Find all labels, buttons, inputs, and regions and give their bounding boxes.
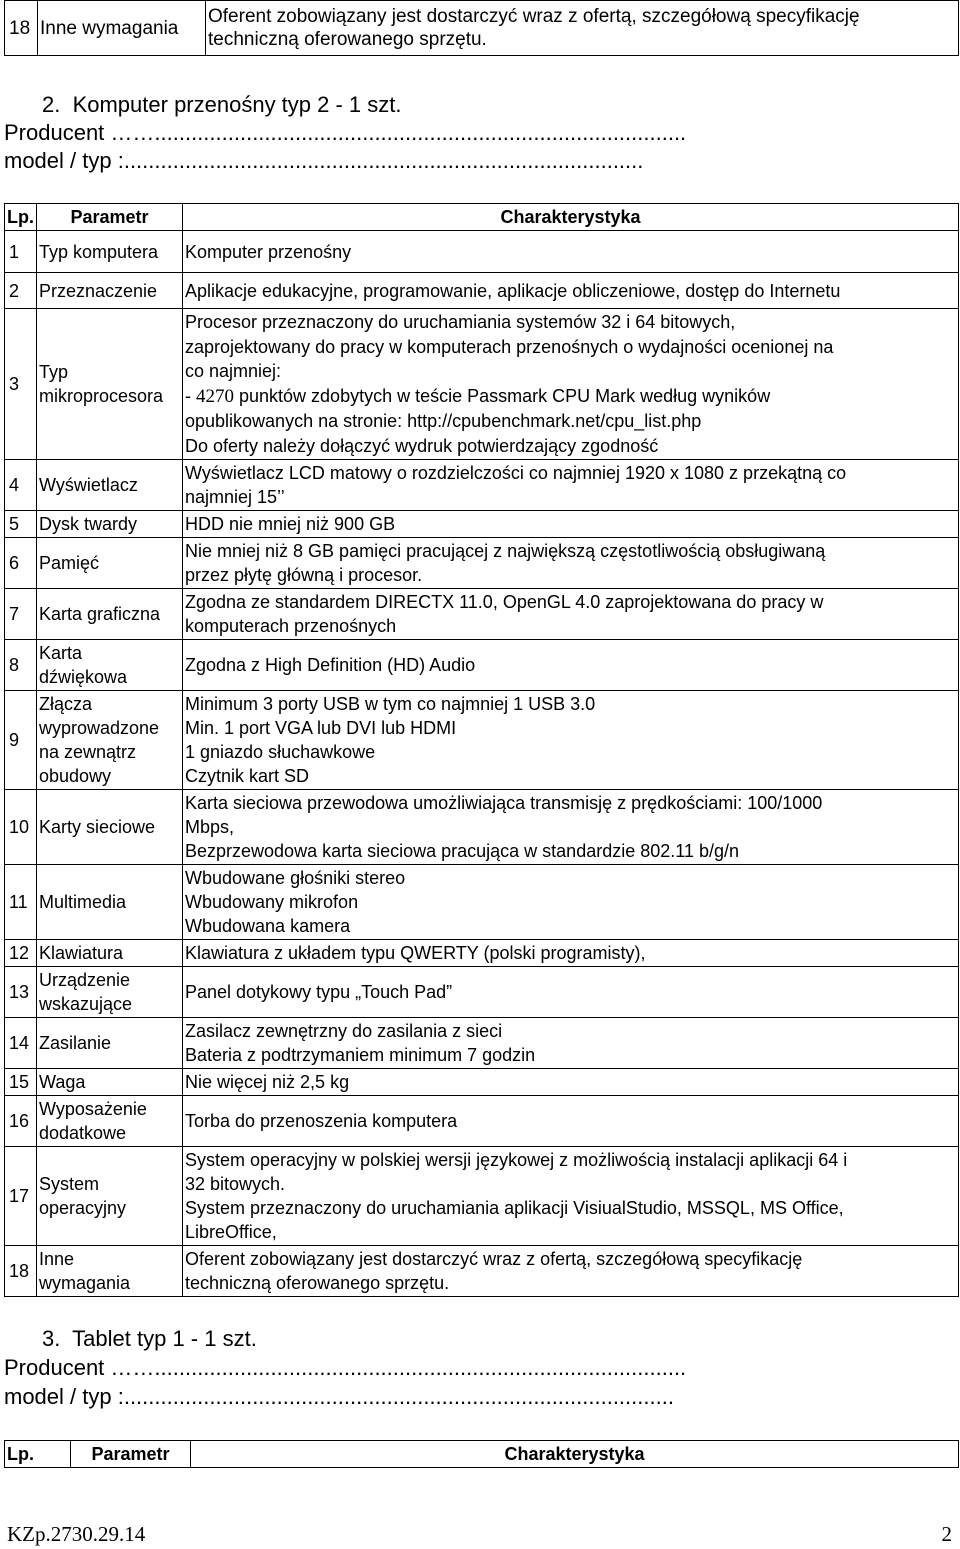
table-row xyxy=(5,1246,959,1297)
row-number: 15 xyxy=(5,1069,37,1096)
table-row xyxy=(5,1096,959,1147)
parameter-cell xyxy=(37,1018,183,1069)
characteristic-cell xyxy=(183,538,959,589)
characteristic-cell xyxy=(183,511,959,538)
specification-table-body xyxy=(5,231,959,1297)
row-number: 2 xyxy=(5,273,37,309)
parameter-line: wymagania xyxy=(39,1273,131,1293)
characteristic-line: Czytnik kart SD xyxy=(185,766,310,786)
characteristic-line: opublikowanych na stronie: http://cpubenchmark.net/cpu_list.php xyxy=(185,411,702,431)
section-3-title: 3. Tablet typ 1 - 1 szt. xyxy=(42,1326,257,1351)
characteristic-cell xyxy=(183,273,959,309)
row-number: 16 xyxy=(5,1096,37,1147)
characteristic-line: System operacyjny w polskiej wersji językowej z możliwością instalacji aplikacji 64 i xyxy=(185,1150,848,1170)
table-row xyxy=(5,865,959,940)
header-parametr: Parametr xyxy=(37,204,183,231)
row-number: 17 xyxy=(5,1147,37,1246)
specification-table-laptop xyxy=(4,203,959,1297)
characteristic-line: System przeznaczony do uruchamiania aplikacji VisiualStudio, MSSQL, MS Office, xyxy=(185,1198,844,1218)
characteristic-line: Mbps, xyxy=(185,817,235,837)
parameter-cell xyxy=(37,273,183,309)
characteristic-cell xyxy=(183,1246,959,1297)
characteristic-cell xyxy=(183,309,959,460)
parameter-cell xyxy=(37,790,183,865)
row-number: 3 xyxy=(5,309,37,460)
characteristic-line: HDD nie mniej niż 900 GB xyxy=(185,514,396,534)
parameter-cell xyxy=(37,1147,183,1246)
parameter-line: Zasilanie xyxy=(39,1033,112,1053)
characteristic-line: Minimum 3 porty USB w tym co najmniej 1 USB 3.0 xyxy=(185,694,596,714)
characteristic-cell xyxy=(183,231,959,273)
parameter-line: Urządzenie xyxy=(39,970,131,990)
table-row xyxy=(5,691,959,790)
parameter-line: obudowy xyxy=(39,766,112,786)
table-row xyxy=(5,640,959,691)
page-number: 2 xyxy=(941,1522,952,1546)
row-number: 5 xyxy=(5,511,37,538)
parameter-cell xyxy=(37,309,183,460)
section-2-title: 2. Komputer przenośny typ 2 - 1 szt. xyxy=(42,92,402,117)
characteristic-line: Klawiatura z układem typu QWERTY (polski programisty), xyxy=(185,943,646,963)
section-2-producer: Producent ……....................................................................................... xyxy=(4,120,687,145)
table-row xyxy=(5,790,959,865)
header-lp: Lp. xyxy=(5,1441,71,1468)
table-row xyxy=(5,273,959,309)
characteristic-line: Procesor przeznaczony do uruchamiania systemów 32 i 64 bitowych, xyxy=(185,312,736,332)
table-row xyxy=(5,1018,959,1069)
row-number: 11 xyxy=(5,865,37,940)
header-lp: Lp. xyxy=(5,204,37,231)
characteristic-line: - xyxy=(185,385,196,406)
parameter-cell xyxy=(37,1246,183,1297)
section-2-model: model / typ :..................................................................................... xyxy=(4,148,644,173)
characteristic-line: Wyświetlacz LCD matowy o rozdzielczości co najmniej 1920 x 1080 z przekątną co xyxy=(185,463,847,483)
table-row xyxy=(5,538,959,589)
parameter-line: Wyposażenie xyxy=(39,1099,147,1119)
row-number: 18 xyxy=(5,1246,37,1297)
parameter-line: Karta graficzna xyxy=(39,604,161,624)
parameter-line: Pamięć xyxy=(39,553,100,573)
parameter-line: Karty sieciowe xyxy=(39,817,156,837)
characteristic-line: Nie mniej niż 8 GB pamięci pracującej z największą częstotliwością obsługiwaną xyxy=(185,541,826,561)
table-row xyxy=(5,940,959,967)
table-row xyxy=(5,1069,959,1096)
header-charakterystyka: Charakterystyka xyxy=(191,1441,959,1468)
document-reference: KZp.2730.29.14 xyxy=(7,1522,146,1546)
characteristic-line: Torba do przenoszenia komputera xyxy=(185,1111,458,1131)
table-row xyxy=(5,309,959,460)
characteristic-cell xyxy=(183,1147,959,1246)
parameter-line: System xyxy=(39,1174,100,1194)
characteristic-line: komputerach przenośnych xyxy=(185,616,397,636)
parameter-line: Inne xyxy=(39,1249,75,1269)
characteristic-line: zaprojektowany do pracy w komputerach przenośnych o wydajności ocenionej na xyxy=(185,336,834,357)
table-row xyxy=(5,589,959,640)
characteristic-cell xyxy=(183,940,959,967)
characteristic-line: 32 bitowych. xyxy=(185,1174,286,1194)
parameter-cell xyxy=(37,538,183,589)
parameter-line: Przeznaczenie xyxy=(39,280,158,301)
parameter-line: wskazujące xyxy=(39,994,133,1014)
characteristic-line: Bezprzewodowa karta sieciowa pracująca w standardzie 802.11 b/g/n xyxy=(185,841,739,861)
characteristic-line: 1 gniazdo słuchawkowe xyxy=(185,742,376,762)
parameter-line: dodatkowe xyxy=(39,1123,127,1143)
characteristic-cell xyxy=(183,691,959,790)
header-parametr: Parametr xyxy=(71,1441,191,1468)
characteristic-line: Wbudowana kamera xyxy=(185,916,351,936)
characteristic-line: Zgodna z High Definition (HD) Audio xyxy=(185,655,476,675)
parameter-cell xyxy=(37,967,183,1018)
characteristic-line: Zgodna ze standardem DIRECTX 11.0, OpenGL 4.0 zaprojektowana do pracy w xyxy=(185,592,824,612)
parameter-line: Typ xyxy=(39,362,69,382)
characteristic-line: Do oferty należy dołączyć wydruk potwierdzający zgodność xyxy=(185,435,659,456)
specification-table-tablet xyxy=(4,1440,959,1468)
characteristic-line: co najmniej: xyxy=(185,361,282,381)
parameter-line: dźwiękowa xyxy=(39,667,128,687)
parameter-cell xyxy=(37,940,183,967)
characteristic-line: punktów zdobytych w teście Passmark CPU Mark według wyników xyxy=(234,385,771,406)
parameter-line: Multimedia xyxy=(39,892,127,912)
parameter-cell xyxy=(37,589,183,640)
characteristic-cell xyxy=(183,640,959,691)
row-number: 4 xyxy=(5,460,37,511)
row-number: 14 xyxy=(5,1018,37,1069)
parameter-cell xyxy=(37,511,183,538)
characteristic-cell xyxy=(183,589,959,640)
parameter-line: Klawiatura xyxy=(39,943,124,963)
parameter-line: Waga xyxy=(39,1072,86,1092)
section-3-producer: Producent ……....................................................................................... xyxy=(4,1355,687,1380)
parameter-line: Złącza xyxy=(39,694,93,714)
characteristic-line: Karta sieciowa przewodowa umożliwiająca transmisję z prędkościami: 100/1000 xyxy=(185,793,823,813)
parameter-cell: Inne wymagania xyxy=(38,1,206,56)
characteristic-line: Wbudowane głośniki stereo xyxy=(185,868,406,888)
section-3-model: model / typ :.......................................................................................... xyxy=(4,1384,674,1409)
characteristic-line: Oferent zobowiązany jest dostarczyć wraz z ofertą, szczegółową specyfikację xyxy=(208,6,860,27)
parameter-cell xyxy=(37,865,183,940)
characteristic-line: techniczną oferowanego sprzętu. xyxy=(185,1273,450,1293)
characteristic-line: Komputer przenośny xyxy=(185,241,352,262)
characteristic-line: Min. 1 port VGA lub DVI lub HDMI xyxy=(185,718,457,738)
characteristic-cell xyxy=(183,790,959,865)
row-number: 9 xyxy=(5,691,37,790)
characteristic-line: Oferent zobowiązany jest dostarczyć wraz z ofertą, szczegółową specyfikację xyxy=(185,1249,803,1269)
header-charakterystyka: Charakterystyka xyxy=(183,204,959,231)
parameter-line: Dysk twardy xyxy=(39,514,138,534)
characteristic-line: techniczną oferowanego sprzętu. xyxy=(208,29,487,50)
row-number: 10 xyxy=(5,790,37,865)
parameter-cell xyxy=(37,691,183,790)
parameter-line: Wyświetlacz xyxy=(39,475,138,495)
characteristic-cell xyxy=(206,1,959,56)
table-row xyxy=(5,511,959,538)
characteristic-line: Aplikacje edukacyjne, programowanie, aplikacje obliczeniowe, dostęp do Internetu xyxy=(185,280,841,301)
characteristic-cell xyxy=(183,865,959,940)
characteristic-cell xyxy=(183,460,959,511)
parameter-line: mikroprocesora xyxy=(39,386,164,406)
row-number: 1 xyxy=(5,231,37,273)
characteristic-line: przez płytę główną i procesor. xyxy=(185,565,423,585)
passmark-line xyxy=(185,384,956,410)
characteristic-line: Panel dotykowy typu „Touch Pad” xyxy=(185,982,453,1002)
parameter-cell xyxy=(37,1069,183,1096)
table-row xyxy=(5,967,959,1018)
characteristic-line: 4270 xyxy=(196,385,234,407)
table-row xyxy=(5,231,959,273)
parameter-cell xyxy=(37,1096,183,1147)
characteristic-cell xyxy=(183,967,959,1018)
previous-table-fragment xyxy=(4,0,959,56)
row-number: 13 xyxy=(5,967,37,1018)
characteristic-line: Wbudowany mikrofon xyxy=(185,892,359,912)
characteristic-line: Nie więcej niż 2,5 kg xyxy=(185,1072,350,1092)
row-number: 12 xyxy=(5,940,37,967)
row-number: 8 xyxy=(5,640,37,691)
characteristic-line: LibreOffice, xyxy=(185,1222,277,1242)
characteristic-line: Zasilacz zewnętrzny do zasilania z sieci xyxy=(185,1021,503,1041)
characteristic-line: najmniej 15’’ xyxy=(185,487,285,507)
parameter-cell xyxy=(37,460,183,511)
parameter-line: wyprowadzone xyxy=(39,718,160,738)
parameter-cell xyxy=(37,231,183,273)
parameter-line: operacyjny xyxy=(39,1198,127,1218)
characteristic-cell xyxy=(183,1018,959,1069)
parameter-line: na zewnątrz xyxy=(39,742,137,762)
parameter-line: Karta xyxy=(39,643,83,663)
table-row xyxy=(5,1147,959,1246)
row-number: 7 xyxy=(5,589,37,640)
parameter-line: Typ komputera xyxy=(39,241,159,262)
parameter-cell xyxy=(37,640,183,691)
row-number: 6 xyxy=(5,538,37,589)
characteristic-line: Bateria z podtrzymaniem minimum 7 godzin xyxy=(185,1045,536,1065)
table-row xyxy=(5,460,959,511)
row-number: 18 xyxy=(5,1,38,56)
characteristic-cell xyxy=(183,1069,959,1096)
characteristic-cell xyxy=(183,1096,959,1147)
